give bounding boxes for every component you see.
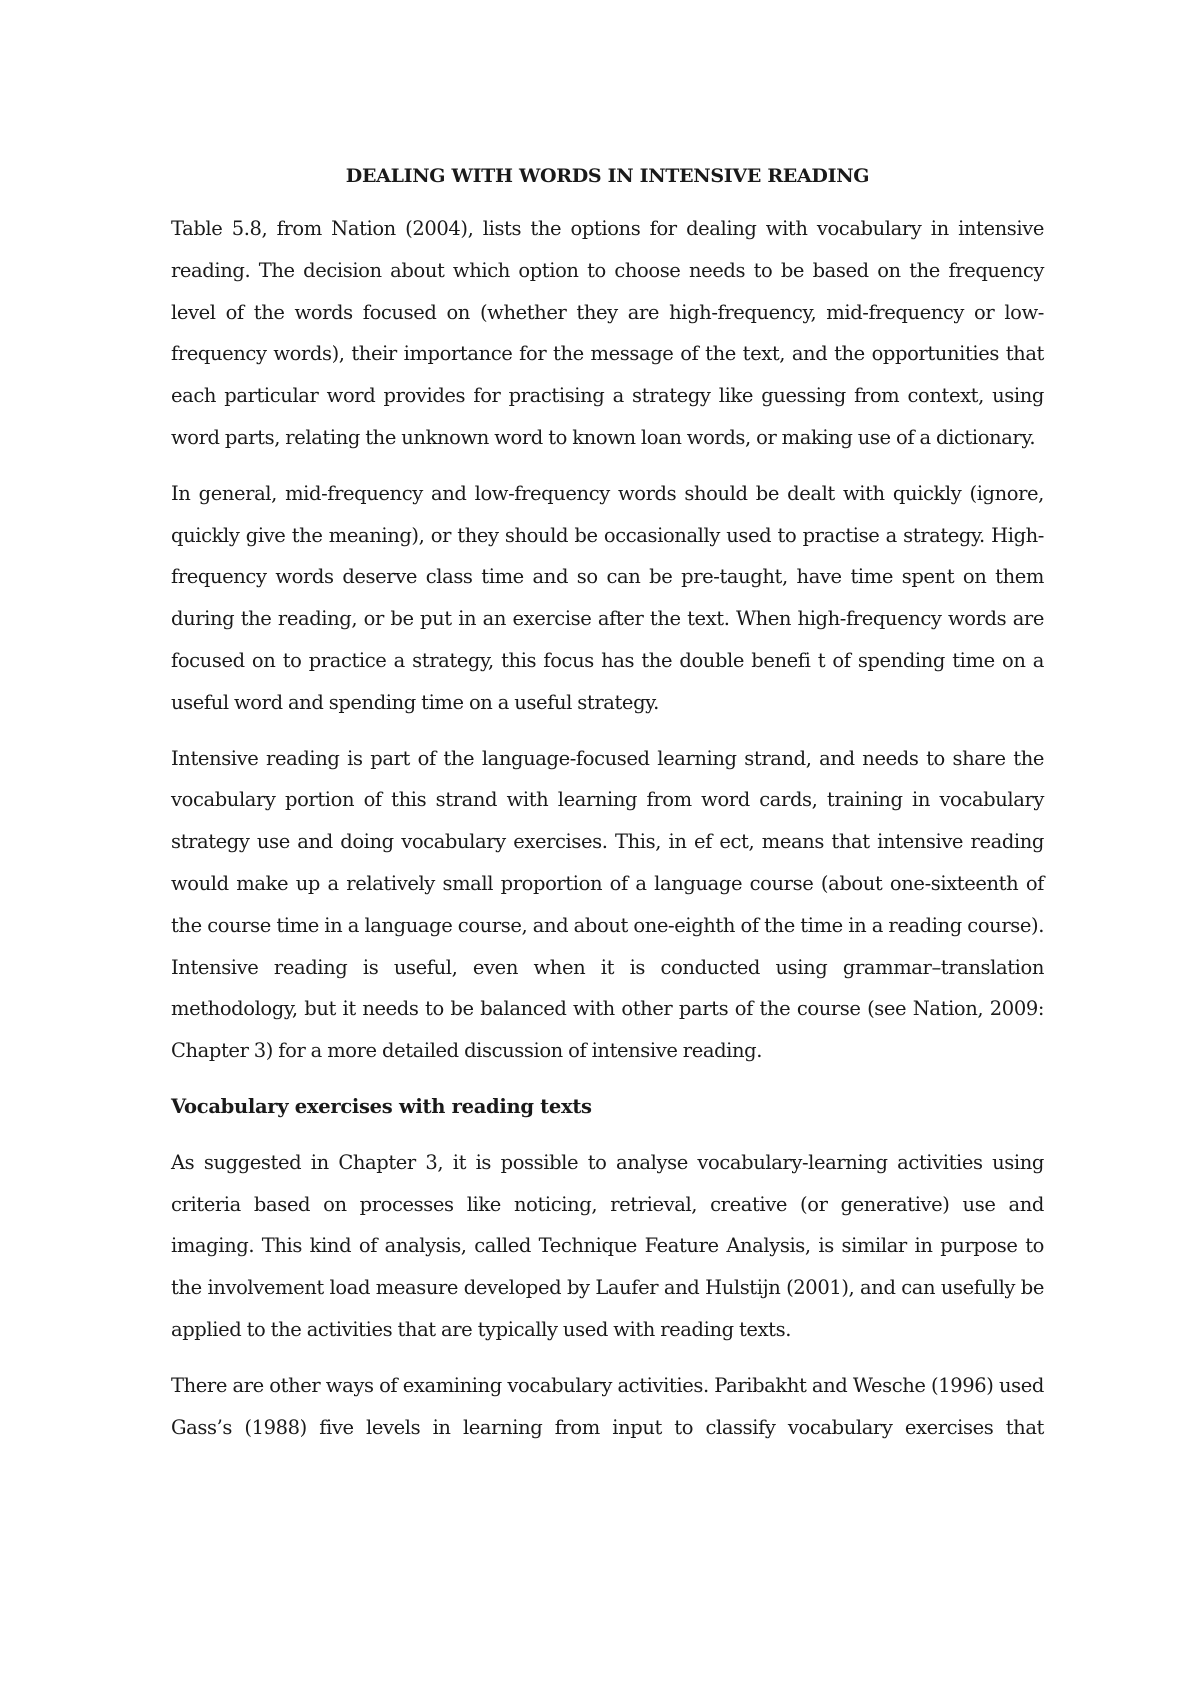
paragraph-1: Table 5.8, from Nation (2004), lists the options for dealing with vocabulary in intensive reading. The decision about which option to choose needs to be based on the frequency level of the words focused on (whether they are high-frequency, mid-frequency or low-frequency words), their importance for the message of the text, and the opportunities that each particular word provides for practising a strategy like guessing from context, using word parts, relating the unknown word to known loan words, or making use of a dictionary.: [171, 217, 1044, 449]
paragraph-3: Intensive reading is part of the language-focused learning strand, and needs to share the vocabulary portion of this strand with learning from word cards, training in vocabulary strategy use and doing vocabulary exercises. This, in ef ect, means that intensive reading would make up a relatively small proportion of a language course (about one-sixteenth of the course time in a language course, and about one-eighth of the time in a reading course). Intensive reading is useful, even when it is conducted using grammar–translation methodology, but it needs to be balanced with other parts of the course (see Nation, 2009: Chapter 3) for a more detailed discussion of intensive reading.: [171, 746, 1044, 1063]
paragraph-2: In general, mid-frequency and low-frequency words should be dealt with quickly (ignore, quickly give the meaning), or they should be occasionally used to practise a strategy. High-frequency words deserve class time and so can be pre-taught, have time spent on them during the reading, or be put in an exercise after the text. When high-frequency words are focused on to practice a strategy, this focus has the double benefi t of spending time on a useful word and spending time on a useful strategy.: [171, 481, 1044, 714]
paragraph-5: There are other ways of examining vocabulary activities. Paribakht and Wesche (1996) used Gass’s (1988) five levels in learning from input to classify vocabulary exercises that: [171, 1373, 1044, 1439]
document-title: DEALING WITH WORDS IN INTENSIVE READING: [345, 165, 870, 187]
paragraph-4: As suggested in Chapter 3, it is possible to analyse vocabulary-learning activities using criteria based on processes like noticing, retrieval, creative (or generative) use and imaging. This kind of analysis, called Technique Feature Analysis, is similar in purpose to the involvement load measure developed by Laufer and Hulstijn (2001), and can usefully be applied to the activities that are typically used with reading texts.: [171, 1150, 1044, 1341]
section-heading: Vocabulary exercises with reading texts: [171, 1094, 592, 1118]
document-page: [171, 158, 1044, 1462]
